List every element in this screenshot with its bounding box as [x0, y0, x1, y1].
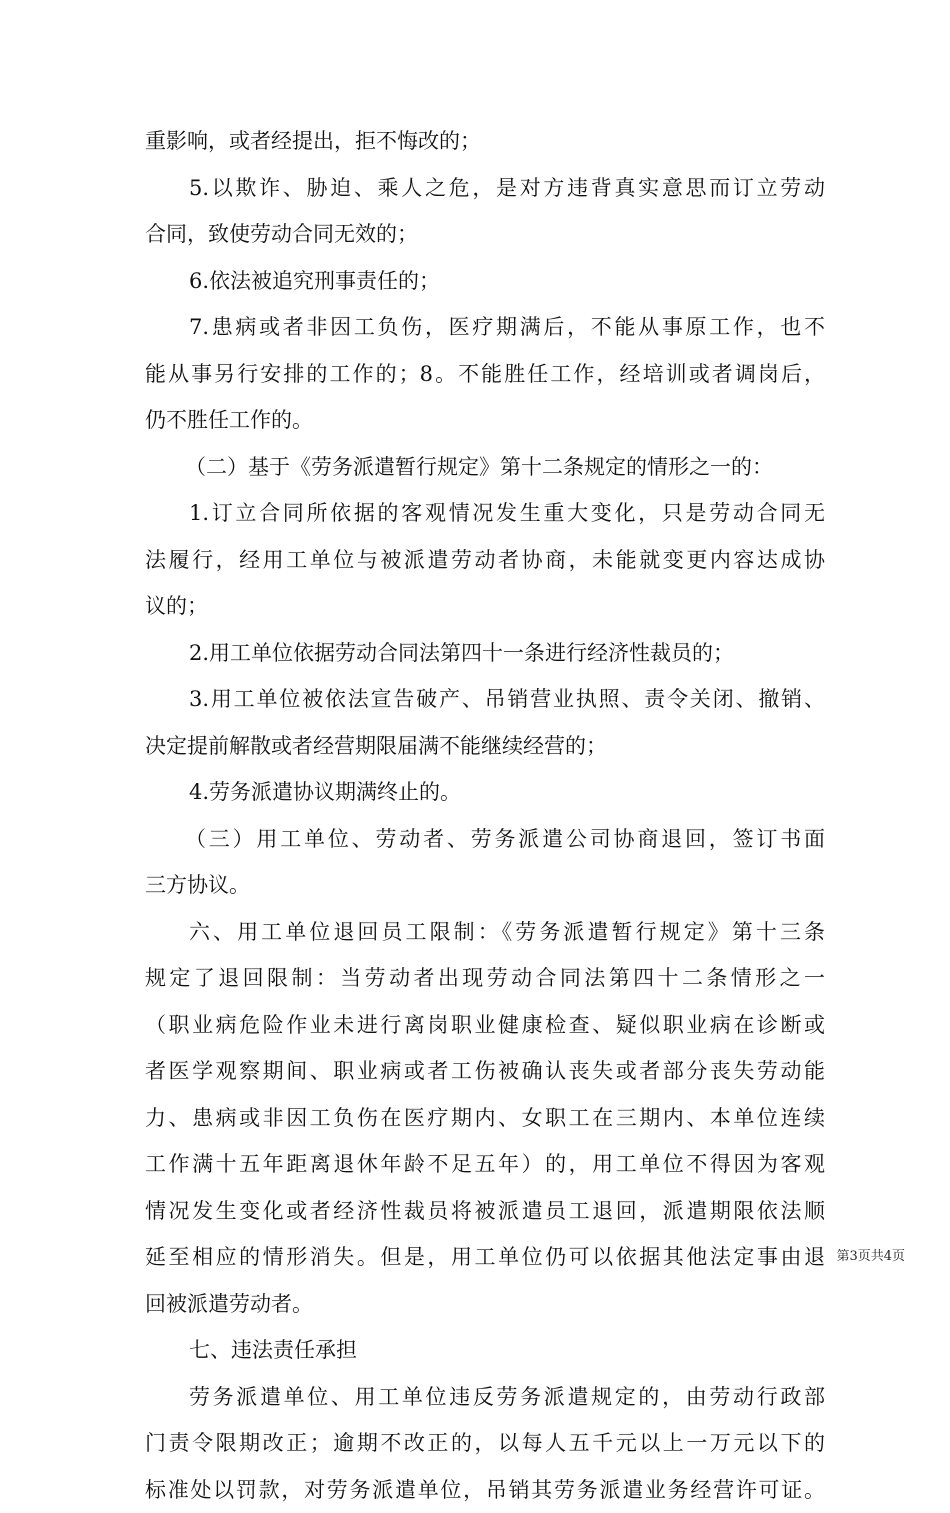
text-line: 劳务派遣单位、用工单位违反劳务派遣规定的，由劳动行政部	[145, 1374, 825, 1421]
text-line: 决定提前解散或者经营期限届满不能继续经营的；	[145, 723, 825, 770]
text-line: 合同，致使劳动合同无效的；	[145, 211, 825, 258]
text-line: 6.依法被追究刑事责任的；	[145, 258, 825, 305]
text-line: 力、患病或非因工负伤在医疗期内、女职工在三期内、本单位连续	[145, 1095, 825, 1142]
text-line: 回被派遣劳动者。	[145, 1281, 825, 1328]
text-line: 三方协议。	[145, 862, 825, 909]
text-line: 5.以欺诈、胁迫、乘人之危，是对方违背真实意思而订立劳动	[145, 165, 825, 212]
text-line: 标准处以罚款，对劳务派遣单位，吊销其劳务派遣业务经营许可证。	[145, 1467, 825, 1513]
text-line: 法履行，经用工单位与被派遣劳动者协商，未能就变更内容达成协	[145, 537, 825, 584]
text-line: （二）基于《劳务派遣暂行规定》第十二条规定的情形之一的：	[145, 444, 825, 491]
text-line: 者医学观察期间、职业病或者工伤被确认丧失或者部分丧失劳动能	[145, 1048, 825, 1095]
text-line: 7.患病或者非因工负伤，医疗期满后，不能从事原工作，也不	[145, 304, 825, 351]
text-line: （职业病危险作业未进行离岗职业健康检查、疑似职业病在诊断或	[145, 1002, 825, 1049]
text-line: 重影响，或者经提出，拒不悔改的；	[145, 118, 825, 165]
text-line: 情况发生变化或者经济性裁员将被派遣员工退回，派遣期限依法顺	[145, 1188, 825, 1235]
text-line: 4.劳务派遣协议期满终止的。	[145, 769, 825, 816]
text-line: 延至相应的情形消失。但是，用工单位仍可以依据其他法定事由退	[145, 1234, 825, 1281]
document-body	[145, 118, 825, 1513]
text-line: 门责令限期改正；逾期不改正的，以每人五千元以上一万元以下的	[145, 1420, 825, 1467]
page-number: 第3页共4页	[0, 1248, 905, 1266]
text-line: 2.用工单位依据劳动合同法第四十一条进行经济性裁员的；	[145, 630, 825, 677]
text-line: 仍不胜任工作的。	[145, 397, 825, 444]
section-heading: 七、违法责任承担	[145, 1327, 825, 1374]
text-line: 议的；	[145, 583, 825, 630]
text-line: 1.订立合同所依据的客观情况发生重大变化，只是劳动合同无	[145, 490, 825, 537]
text-line: 工作满十五年距离退休年龄不足五年）的，用工单位不得因为客观	[145, 1141, 825, 1188]
text-line: 3.用工单位被依法宣告破产、吊销营业执照、责令关闭、撤销、	[145, 676, 825, 723]
text-line: 六、用工单位退回员工限制：《劳务派遣暂行规定》第十三条	[145, 909, 825, 956]
text-line: （三）用工单位、劳动者、劳务派遣公司协商退回，签订书面	[145, 816, 825, 863]
text-line: 规定了退回限制：当劳动者出现劳动合同法第四十二条情形之一	[145, 955, 825, 1002]
text-line: 能从事另行安排的工作的；8。不能胜任工作，经培训或者调岗后，	[145, 351, 825, 398]
